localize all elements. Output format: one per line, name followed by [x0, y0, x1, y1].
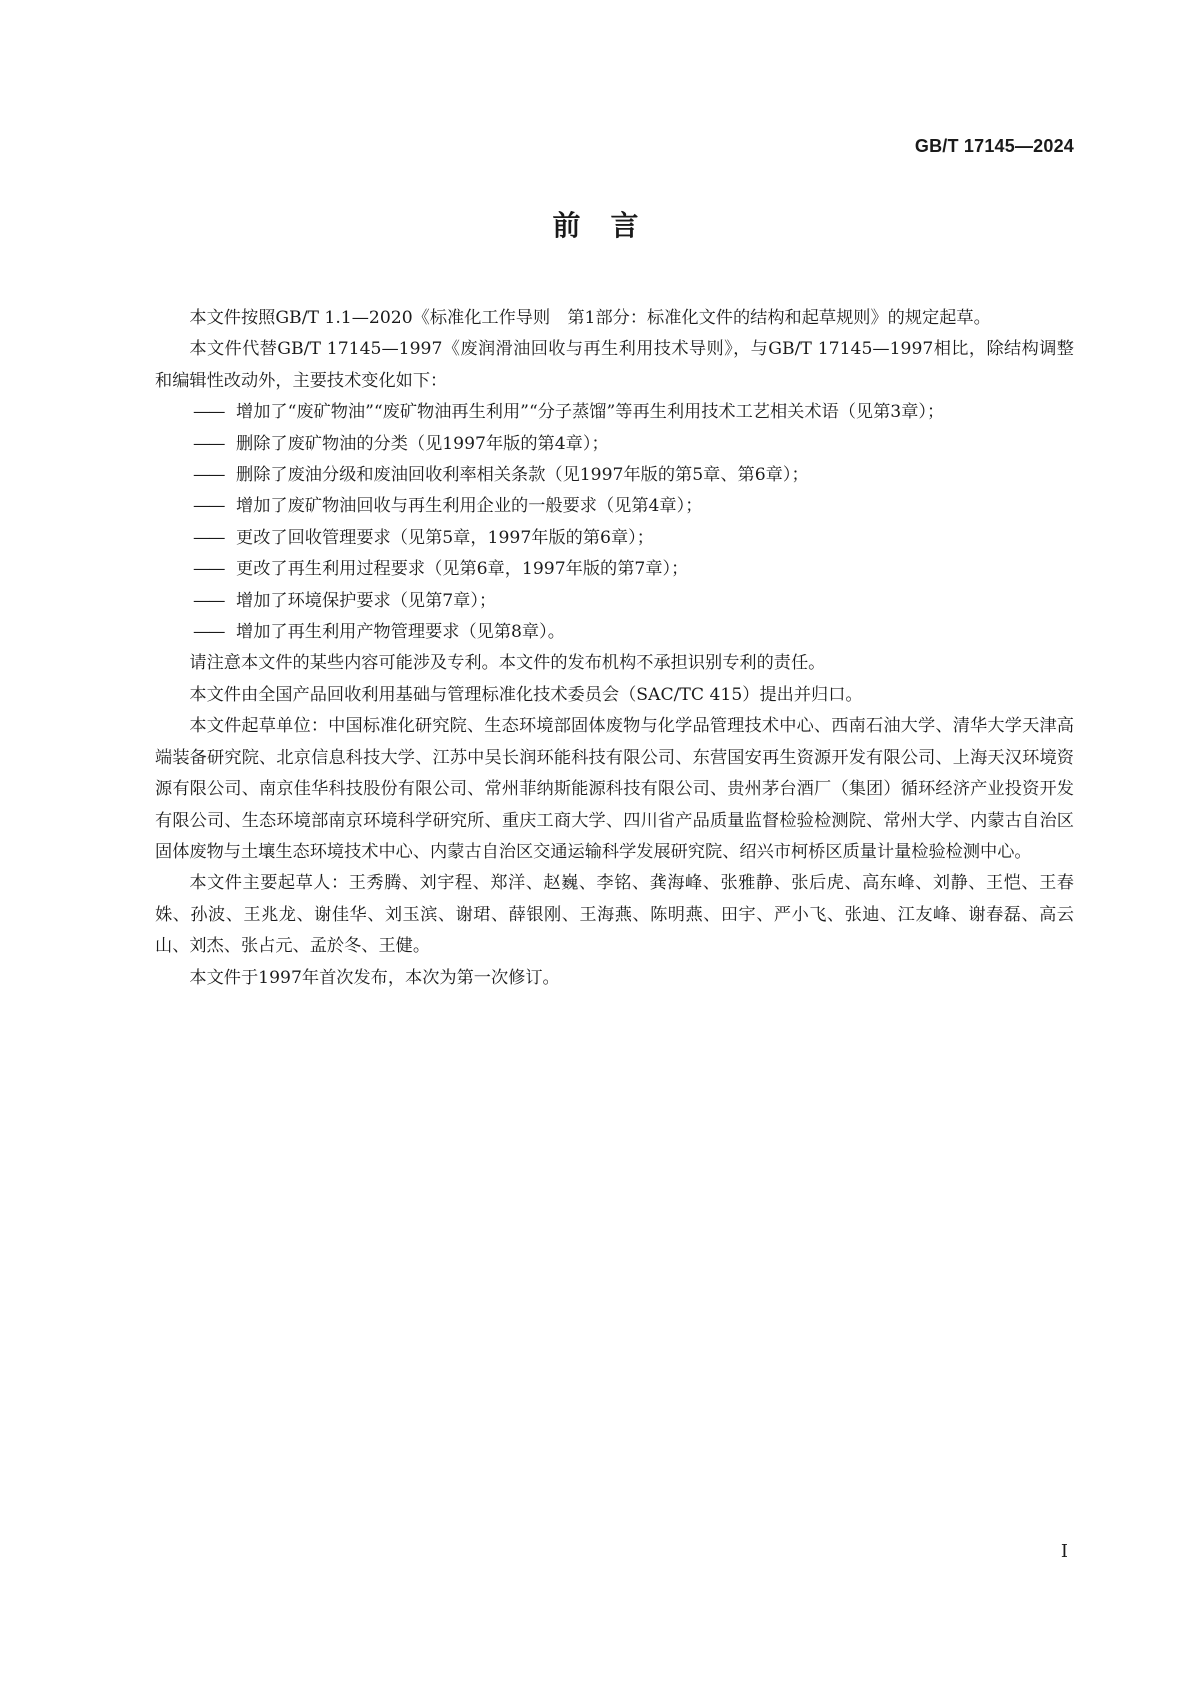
paragraph-patent-notice: 请注意本文件的某些内容可能涉及专利。本文件的发布机构不承担识别专利的责任。: [189, 653, 826, 674]
changes-list: [155, 397, 1074, 648]
paragraph-drafting-units: 本文件起草单位：中国标准化研究院、生态环境部固体废物与化学品管理技术中心、西南石油大学、清华大学天津高端装备研究院、北京信息科技大学、江苏中吴长润环能科技有限公司、东营国安再生资源开发有限公司、上海天汉环境资源有限公司、南京佳华科技股份有限公司、常州菲纳斯能源科技有限公司、贵州茅台酒厂（集团）循环经济产业投资开发有限公司、生态环境部南京环境科学研究所、重庆工商大学、四川省产品质量监督检验检测院、常州大学、内蒙古自治区固体废物与土壤生态环境技术中心、内蒙古自治区交通运输科学发展研究院、绍兴市柯桥区质量计量检验检测中心。: [155, 716, 1074, 862]
list-item-grading: [155, 460, 1074, 491]
list-item-text: 删除了废油分级和废油回收利率相关条款（见1997年版的第5章、第6章）；: [236, 465, 809, 486]
document-code: GB/T 17145—2024: [914, 136, 1074, 156]
dash-bullet: ——: [193, 465, 224, 486]
dash-bullet: ——: [193, 496, 224, 517]
paragraph-drafters: 本文件主要起草人：王秀腾、刘宇程、郑洋、赵巍、李铭、龚海峰、张雅静、张后虎、高东峰、刘静、王恺、王春姝、孙波、王兆龙、谢佳华、刘玉滨、谢珺、薛银刚、王海燕、陈明燕、田宇、严小飞、张迪、江友峰、谢春磊、高云山、刘杰、张占元、孟於冬、王健。: [155, 873, 1074, 957]
paragraph-drafting-rules: 本文件按照GB/T 1.1—2020《标准化工作导则 第1部分：标准化文件的结构和起草规则》的规定起草。: [189, 308, 991, 328]
list-item-text: 增加了环境保护要求（见第7章）；: [236, 590, 497, 611]
dash-bullet: ——: [193, 527, 224, 548]
list-item-text: 增加了废矿物油回收与再生利用企业的一般要求（见第4章）；: [236, 496, 703, 517]
list-item-text: 增加了“废矿物油”“废矿物油再生利用”“分子蒸馏”等再生利用技术工艺相关术语（见第3章）；: [236, 402, 945, 423]
list-item-product-management: [155, 617, 1074, 648]
list-item-terms: [155, 397, 1074, 428]
list-item-text: 增加了再生利用产物管理要求（见第8章）。: [236, 622, 565, 643]
list-item-recovery-management: [155, 523, 1074, 554]
foreword-body: [155, 303, 1074, 994]
paragraph-proposer: 本文件由全国产品回收利用基础与管理标准化技术委员会（SAC/TC 415）提出并归口。: [189, 684, 863, 705]
list-item-text: 更改了回收管理要求（见第5章，1997年版的第6章）；: [236, 527, 654, 548]
list-item-process-requirements: [155, 554, 1074, 585]
list-item-text: 更改了再生利用过程要求（见第6章，1997年版的第7章）；: [236, 559, 689, 580]
dash-bullet: ——: [193, 590, 224, 611]
paragraph-replacement: 本文件代替GB/T 17145—1997《废润滑油回收与再生利用技术导则》，与GB/T 17145—1997相比，除结构调整和编辑性改动外，主要技术变化如下：: [155, 339, 1074, 391]
dash-bullet: ——: [193, 559, 224, 580]
paragraph-revision-history: 本文件于1997年首次发布，本次为第一次修订。: [189, 967, 560, 988]
dash-bullet: ——: [193, 402, 224, 423]
dash-bullet: ——: [193, 622, 224, 643]
list-item-classification: [155, 429, 1074, 460]
list-item-general-requirements: [155, 491, 1074, 522]
page-number: I: [1060, 1541, 1068, 1562]
list-item-text: 删除了废矿物油的分类（见1997年版的第4章）；: [236, 433, 609, 454]
list-item-environmental-protection: [155, 586, 1074, 617]
dash-bullet: ——: [193, 433, 224, 454]
page-title: 前言: [552, 209, 669, 242]
